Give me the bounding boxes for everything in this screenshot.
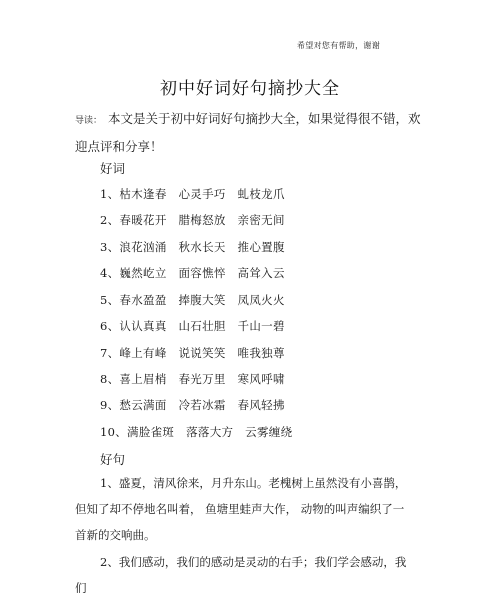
sentence-paragraph: 1、盛夏，清风徐来，月升东山。老槐树上虽然没有小喜鹊，但知了却不停地名叫着， 鱼塘里蛙声大作， 动物的叫声编织了一首新的交响曲。 — [75, 476, 407, 542]
header-note: 希望对您有帮助，谢谢 — [297, 41, 380, 50]
words-section-label: 好词 — [100, 161, 126, 176]
word-row: 8、喜上眉梢 春光万里 寒风呼啸 — [100, 372, 285, 386]
word-row: 10、满脸雀斑 落落大方 云雾缠绕 — [100, 425, 293, 439]
intro-paragraph — [75, 106, 425, 160]
word-row: 5、春水盈盈 捧腹大笑 凤凤火火 — [100, 293, 285, 307]
intro-text: 本文是关于初中好词好句摘抄大全，如果觉得很不错，欢迎点评和分享！ — [75, 111, 421, 154]
intro-lead: 导读： — [75, 116, 103, 126]
document-title: 初中好词好句摘抄大全 — [160, 79, 340, 99]
word-row: 4、巍然屹立 面容憔悴 高耸入云 — [100, 266, 285, 280]
word-row: 6、认认真真 山石壮胆 千山一碧 — [100, 319, 285, 333]
sentences-section-label: 好句 — [100, 452, 126, 467]
word-row: 1、枯木逢春 心灵手巧 虬枝龙爪 — [100, 187, 285, 201]
word-row: 2、春暖花开 腊梅怒放 亲密无间 — [100, 213, 285, 227]
sentence-paragraph: 2、我们感动，我们的感动是灵动的右手；我们学会感动，我们 — [75, 555, 407, 595]
word-row: 7、峰上有峰 说说笑笑 唯我独尊 — [100, 346, 285, 360]
word-row: 9、愁云满面 冷若冰霜 春风轻拂 — [100, 398, 285, 412]
word-row: 3、浪花汹涌 秋水长天 推心置腹 — [100, 240, 285, 254]
